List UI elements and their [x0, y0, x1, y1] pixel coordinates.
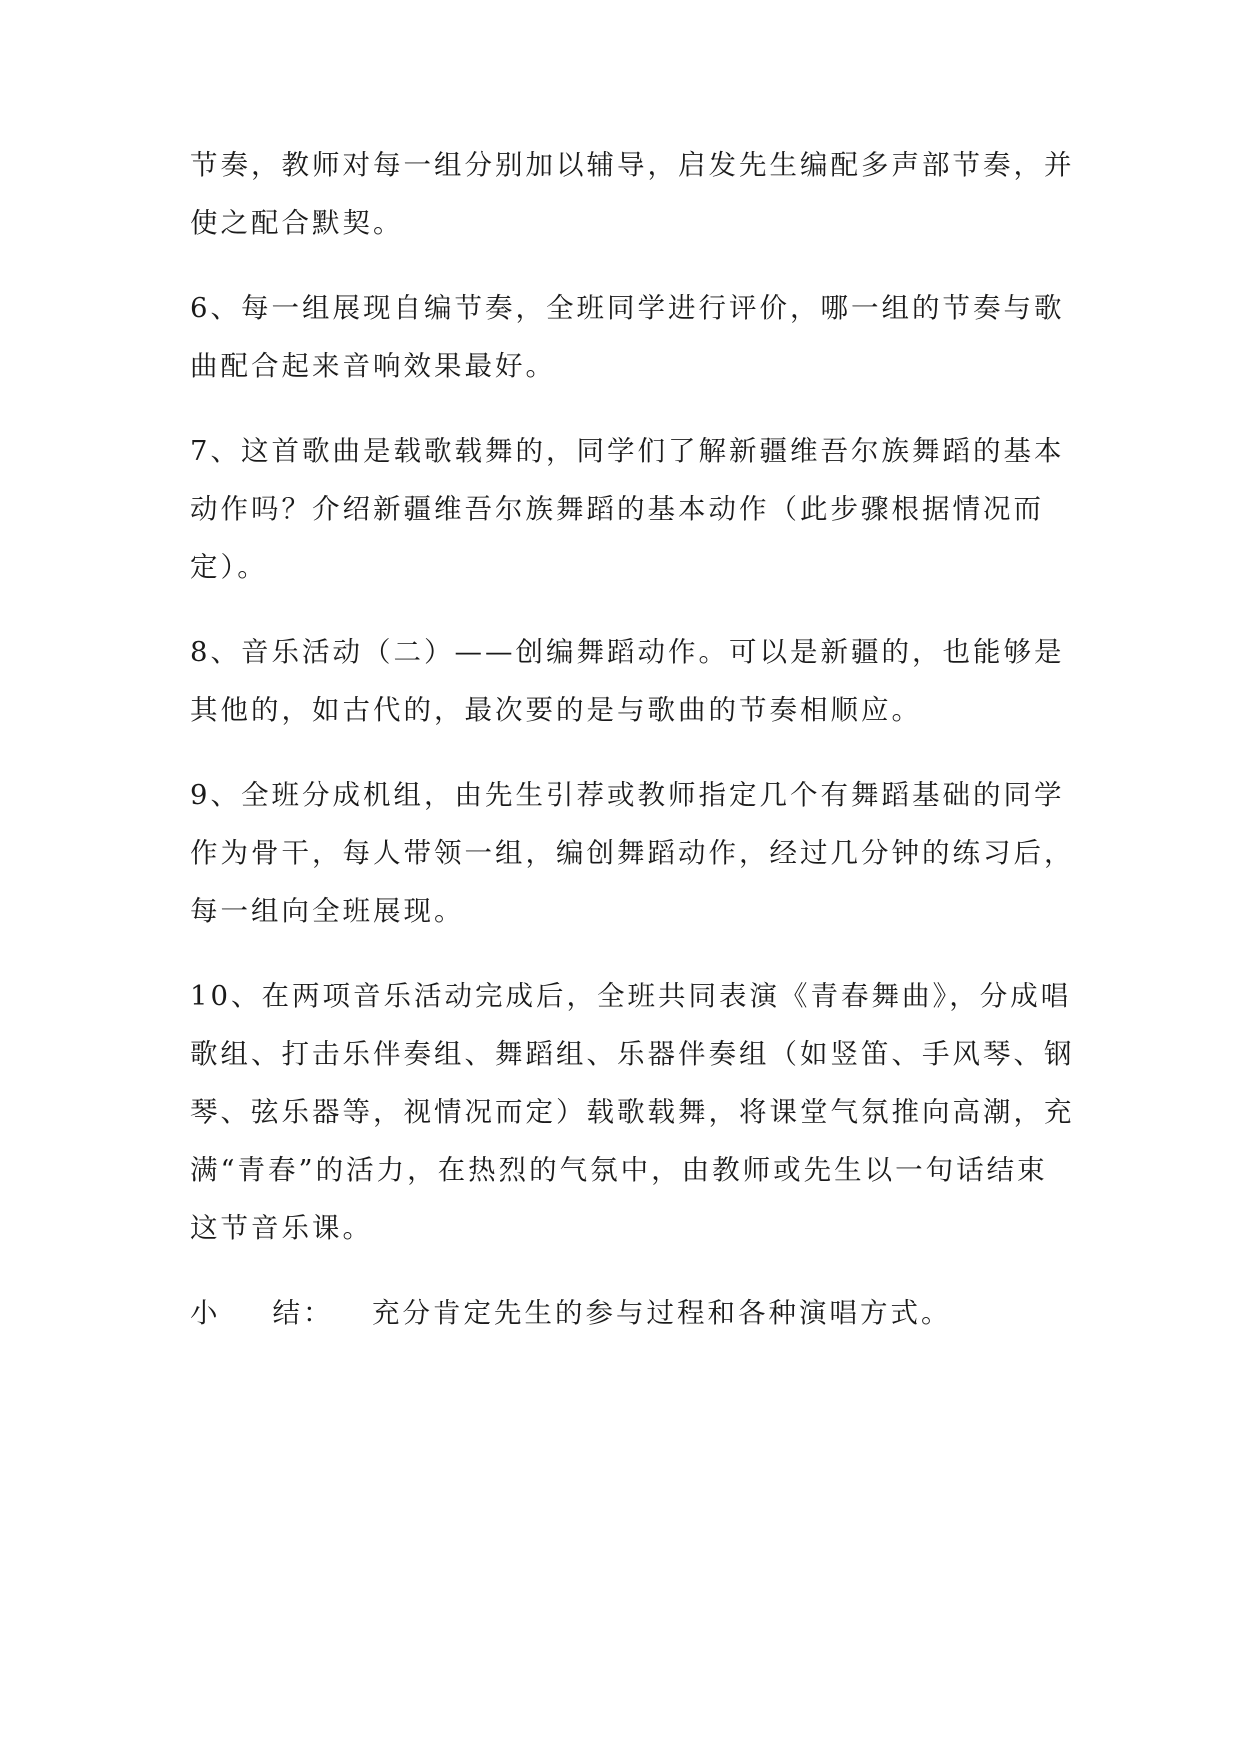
paragraph-line: 9、全班分成机组，由先生引荐或教师指定几个有舞蹈基础的同学	[190, 779, 1065, 811]
paragraph-line: 6、每一组展现自编节奏，全班同学进行评价，哪一组的节奏与歌	[190, 292, 1065, 324]
summary-label	[190, 1293, 334, 1333]
paragraph-line: 满“青春”的活力，在热烈的气氛中，由教师或先生以一句话结束	[190, 1154, 1048, 1186]
paragraph-line: 10、在两项音乐活动完成后，全班共同表演《青春舞曲》，分成唱	[190, 980, 1072, 1012]
paragraph-line: 使之配合默契。	[190, 207, 404, 239]
paragraph-line: 定）。	[190, 551, 268, 583]
summary-text: 充分肯定先生的参与过程和各种演唱方式。	[372, 1297, 952, 1329]
paragraph-line: 7、这首歌曲是载歌载舞的，同学们了解新疆维吾尔族舞蹈的基本	[190, 435, 1065, 467]
paragraph-line: 动作吗？介绍新疆维吾尔族舞蹈的基本动作（此步骤根据情况而	[190, 493, 1044, 525]
paragraph-line: 琴、弦乐器等，视情况而定）载歌载舞，将课堂气氛推向高潮，充	[190, 1096, 1075, 1128]
paragraph-line: 这节音乐课。	[190, 1212, 373, 1244]
paragraph-line: 曲配合起来音响效果最好。	[190, 350, 556, 382]
paragraph-line: 每一组向全班展现。	[190, 895, 465, 927]
paragraph-line: 歌组、打击乐伴奏组、舞蹈组、乐器伴奏组（如竖笛、手风琴、钢	[190, 1038, 1075, 1070]
paragraph-line: 节奏，教师对每一组分别加以辅导，启发先生编配多声部节奏，并	[190, 149, 1075, 181]
paragraph-line: 其他的，如古代的，最次要的是与歌曲的节奏相顺应。	[190, 694, 922, 726]
paragraph-line: 作为骨干，每人带领一组，编创舞蹈动作，经过几分钟的练习后，	[190, 837, 1075, 869]
summary-label-char-1: 小	[190, 1297, 221, 1329]
paragraph-line: 8、音乐活动（二）——创编舞蹈动作。可以是新疆的，也能够是	[190, 636, 1065, 668]
summary-label-char-2: 结：	[272, 1297, 334, 1329]
